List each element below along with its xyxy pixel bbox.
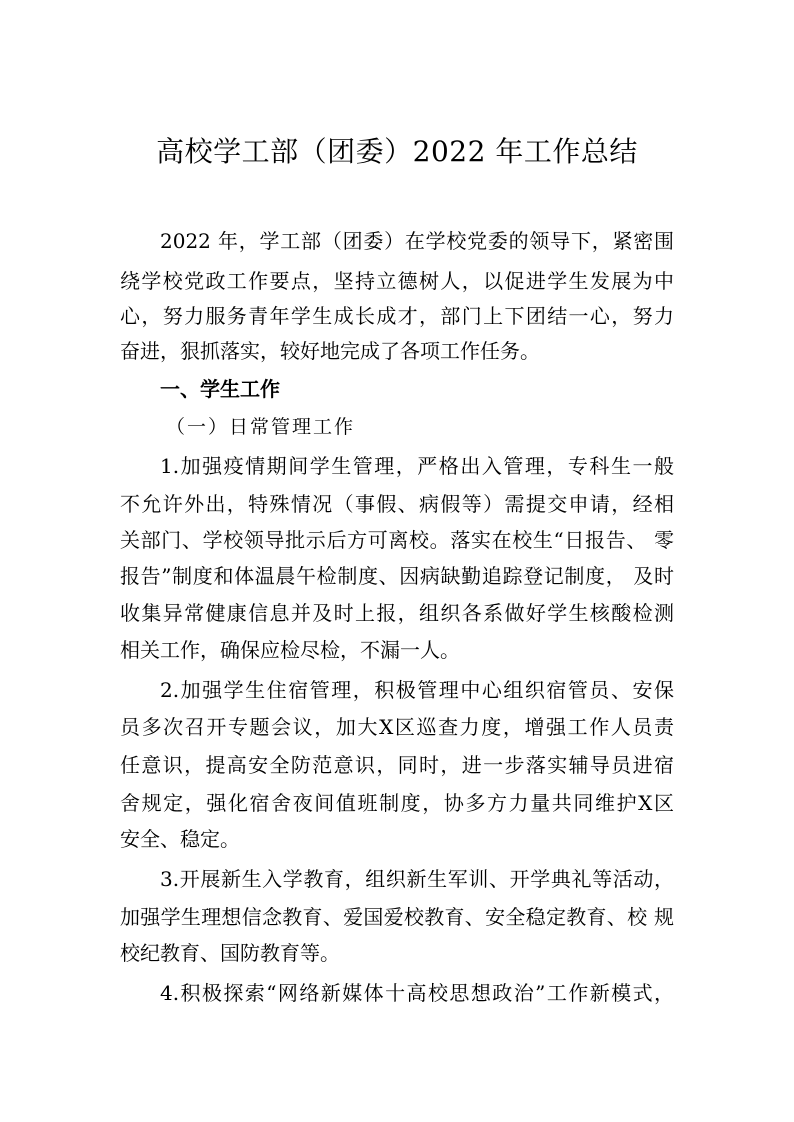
item2-line-4: 舍规定，强化宿舍夜间值班制度，协多方力量共同维护X区 <box>120 791 674 815</box>
intro-line-1: 2022 年，学工部（团委）在学校党委的领导下，紧密围 <box>160 229 674 253</box>
item2-line-2: 员多次召开专题会议，加大X区巡查力度，增强工作人员责 <box>120 715 674 739</box>
item1-line-2: 不允许外出，特殊情况（事假、病假等）需提交申请，经相 <box>120 492 674 516</box>
item2-line-5: 安全、稳定。 <box>120 827 240 851</box>
section-heading: 一、学生工作 <box>160 377 280 401</box>
item3-line-2: 加强学生理想信念教育、爱国爱校教育、安全稳定教育、校 规 <box>120 905 674 929</box>
item3-line-3: 校纪教育、国防教育等。 <box>120 941 340 965</box>
item1-line-6: 相关工作，确保应检尽检，不漏一人。 <box>120 638 460 662</box>
document-title: 高校学工部（团委）2022 年工作总结 <box>156 135 638 168</box>
item1-line-3: 关部门、学校领导批示后方可离校。落实在校生“日报告、 零 <box>120 528 674 552</box>
intro-line-3: 心，努力服务青年学生成长成才，部门上下团结一心，努力 <box>120 304 674 328</box>
item1-line-5: 收集异常健康信息并及时上报，组织各系做好学生核酸检测 <box>120 601 674 625</box>
intro-line-2: 绕学校党政工作要点，坚持立德树人，以促进学生发展为中 <box>120 269 674 293</box>
intro-line-4: 奋进，狠抓落实，较好地完成了各项工作任务。 <box>120 339 540 363</box>
item4-line-1: 4.积极探索“网络新媒体十高校思想政治”工作新模式， <box>160 981 674 1005</box>
item2-line-1: 2.加强学生住宿管理，积极管理中心组织宿管员、安保 <box>160 678 674 702</box>
item2-line-3: 任意识，提高安全防范意识，同时，进一步落实辅导员进宿 <box>120 753 674 777</box>
item3-line-1: 3.开展新生入学教育，组织新生军训、开学典礼等活动， <box>160 867 674 891</box>
item1-line-4: 报告”制度和体温晨午检制度、因病缺勤追踪登记制度， 及时 <box>120 564 674 588</box>
subsection-heading: （一）日常管理工作 <box>166 416 356 438</box>
item1-line-1: 1.加强疫情期间学生管理，严格出入管理，专科生一般 <box>160 454 674 478</box>
